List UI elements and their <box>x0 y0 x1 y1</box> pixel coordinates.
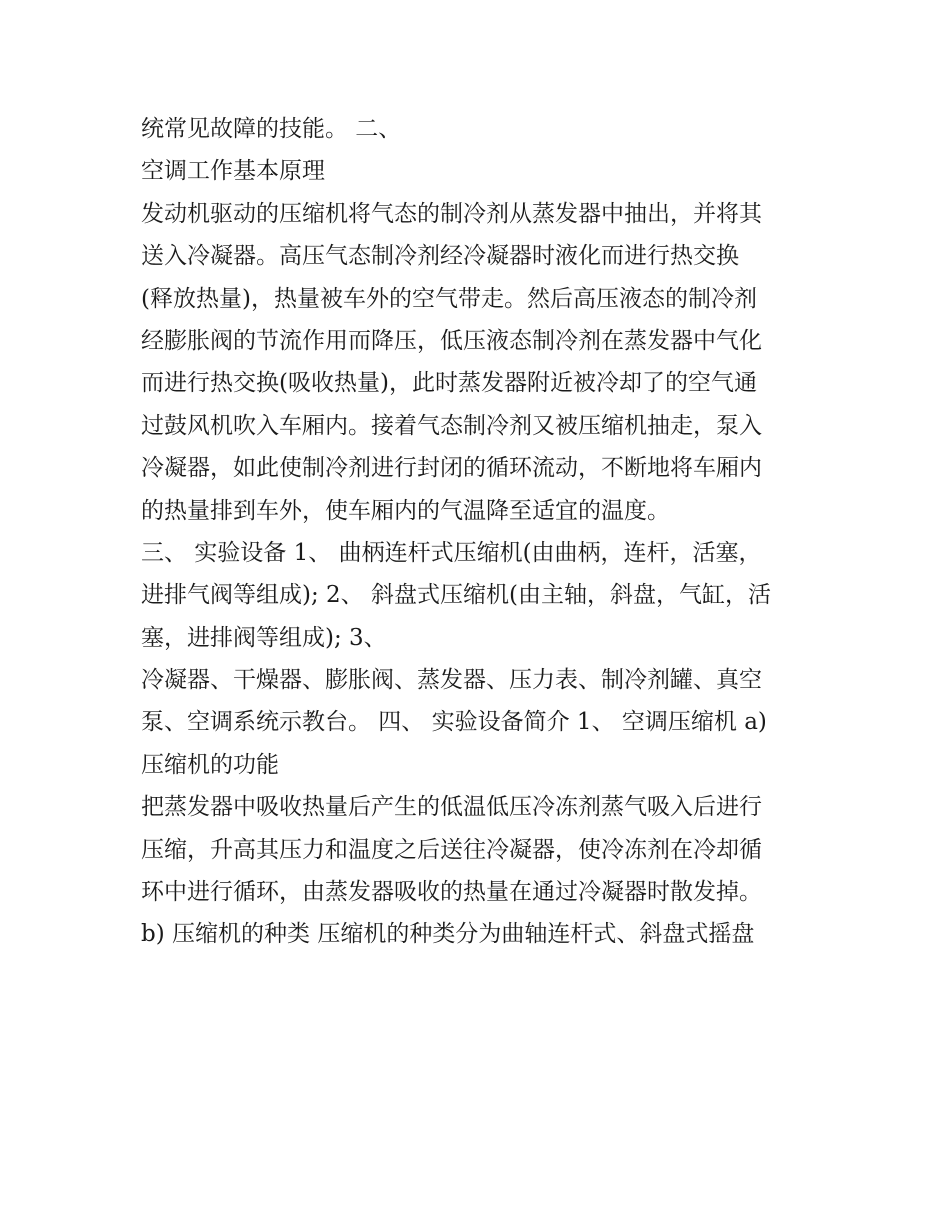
text-line: 压缩，升高其压力和温度之后送往冷凝器，使冷冻剂在冷却循 <box>141 836 762 863</box>
text-line: 环中进行循环，由蒸发器吸收的热量在通过冷凝器时散发掉。 <box>141 879 762 906</box>
text-line: 三、 实验设备 1、 曲柄连杆式压缩机(由曲柄，连杆，活塞， <box>141 539 762 566</box>
text-line: 过鼓风机吹入车厢内。接着气态制冷剂又被压缩机抽走，泵入 <box>141 412 762 439</box>
text-line: 把蒸发器中吸收热量后产生的低温低压冷冻剂蒸气吸入后进行 <box>141 794 762 821</box>
text-line: 的热量排到车外，使车厢内的气温降至适宜的温度。 <box>141 497 670 524</box>
text-line: 塞，进排阀等组成); 3、 <box>141 624 387 651</box>
text-line: 送入冷凝器。高压气态制冷剂经冷凝器时液化而进行热交换 <box>141 243 739 270</box>
text-line: 统常见故障的技能。 二、 <box>141 116 402 142</box>
text-line: (释放热量)，热量被车外的空气带走。然后高压液态的制冷剂 <box>141 285 757 312</box>
text-line: 泵、空调系统示教台。 四、 实验设备简介 1、 空调压缩机 a) <box>141 709 767 736</box>
text-line: 冷凝器、干燥器、膨胀阀、蒸发器、压力表、制冷剂罐、真空 <box>141 667 762 694</box>
text-line: 发动机驱动的压缩机将气态的制冷剂从蒸发器中抽出，并将其 <box>141 200 762 227</box>
text-line: b) 压缩机的种类 压缩机的种类分为曲轴连杆式、斜盘式摇盘 <box>141 921 755 948</box>
section-heading: 空调工作基本原理 <box>141 158 325 185</box>
text-line: 而进行热交换(吸收热量)，此时蒸发器附近被冷却了的空气通 <box>141 370 757 397</box>
document-body <box>141 108 821 956</box>
text-line: 冷凝器，如此使制冷剂进行封闭的循环流动，不断地将车厢内 <box>141 455 762 482</box>
section-heading: 压缩机的功能 <box>141 751 279 778</box>
text-line: 经膨胀阀的节流作用而降压，低压液态制冷剂在蒸发器中气化 <box>141 327 762 354</box>
text-line: 进排气阀等组成); 2、 斜盘式压缩机(由主轴，斜盘，气缸，活 <box>141 582 771 609</box>
